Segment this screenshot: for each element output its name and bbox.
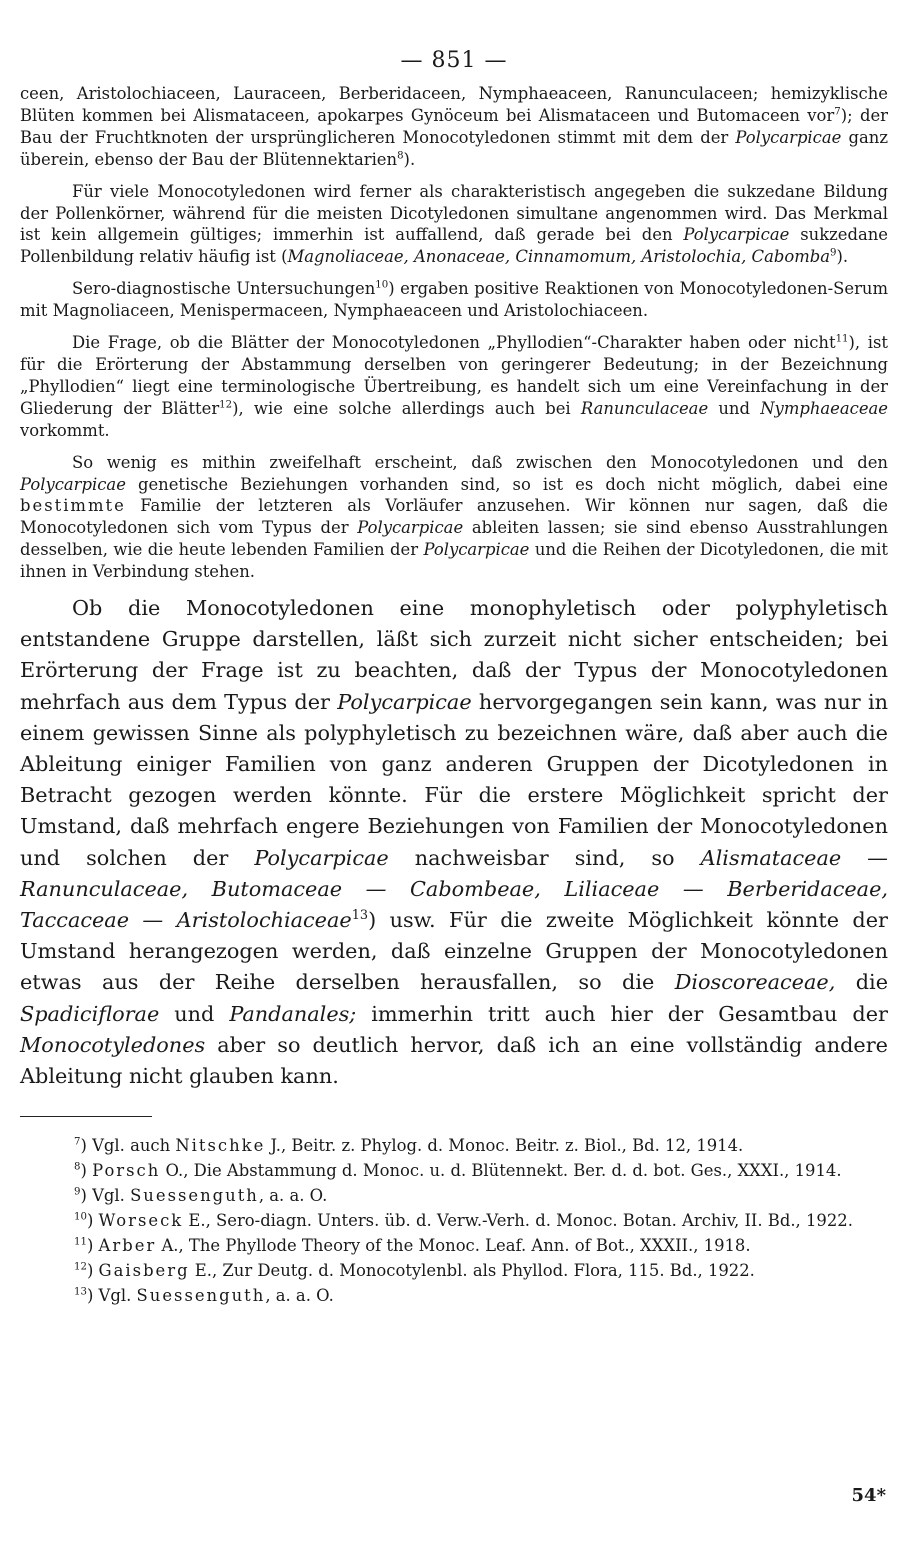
text-run: So wenig es mithin zweifelhaft erscheint, daß zwischen den Monocotyledonen und den — [72, 452, 888, 472]
spaced-name: Gaisberg — [98, 1261, 190, 1281]
signature-mark: 54* — [851, 1485, 886, 1506]
footnote-fn7 — [20, 1133, 888, 1158]
document-page — [20, 48, 888, 1308]
italic-term: Monocotyledones — [20, 1032, 206, 1057]
text-run: ganz überein, ebenso der Bau der Blütennektarien — [20, 127, 888, 169]
italic-term: Alismataceae — Ranunculaceae, Butomaceae — Cabombeae, Liliaceae — Berberidaceae, Taccaceae — Aristolochiaceae — [20, 845, 888, 933]
italic-term: Ranunculaceae — [580, 398, 709, 418]
footnote-ref: 8 — [397, 150, 404, 162]
italic-term: Polycarpicae — [683, 225, 790, 245]
footnote-ref: 8 — [74, 1161, 81, 1173]
italic-term: Spadiciflorae — [20, 1001, 160, 1026]
text-run: immerhin tritt auch hier der Gesamtbau der — [356, 1001, 888, 1026]
text-run: die — [835, 970, 888, 995]
text-run: ). — [836, 247, 849, 267]
italic-term: Polycarpicae — [254, 845, 389, 870]
text-run: hervorgegangen sein kann, was nur in einem gewissen Sinne als polyphyletisch zu bezeichnen wäre, daß aber auch die Ableitung einiger Familien von ganz anderen Gruppen der Dicotyledonen in Betracht gezogen werden könnte. Für die erstere Möglichkeit spricht der Umstand, daß mehrfach engere Beziehungen von Familien der Monocotyledonen und solchen der — [20, 689, 888, 870]
text-run: ); der Bau der Fruchtknoten der ursprünglicheren Monocotyledonen stimmt mit dem der — [20, 105, 888, 147]
footnote-fn9 — [20, 1183, 888, 1208]
footnote-ref: 11 — [835, 333, 849, 345]
footnote-ref: 9 — [74, 1186, 81, 1198]
text-run: ) — [86, 1261, 99, 1281]
footnote-fn12 — [20, 1258, 888, 1283]
text-run: E., Sero-diagn. Unters. üb. d. Verw.-Verh. d. Monoc. Botan. Archiv, II. Bd., 1922. — [183, 1211, 853, 1231]
spaced-name: Suessenguth — [130, 1186, 259, 1206]
text-run: ) Vgl. — [86, 1286, 137, 1306]
footnote-fn10 — [20, 1208, 888, 1233]
footnote-ref: 10 — [74, 1211, 87, 1223]
text-run: ) usw. Für die zweite Möglichkeit könnte der Umstand herangezogen werden, daß einzelne Gruppen der Monocotyledonen etwas aus der Reihe derselben herausfallen, so die — [20, 908, 888, 995]
text-run: und — [159, 1001, 230, 1026]
page-number: — 851 — — [400, 48, 508, 73]
text-run: ), wie eine solche allerdings auch bei — [232, 398, 581, 418]
paragraph-p5 — [20, 452, 888, 583]
footnote-ref: 7 — [74, 1136, 81, 1148]
text-run: , a. a. O. — [258, 1186, 328, 1206]
footnote-divider — [20, 1116, 152, 1117]
text-run: genetische Beziehungen vorhanden sind, so ist es doch nicht möglich, dabei eine — [125, 474, 888, 494]
footnote-ref: 7 — [834, 106, 841, 118]
footnote-ref: 10 — [375, 279, 389, 291]
footnote-ref: 11 — [74, 1236, 87, 1248]
italic-term: Polycarpicae — [423, 540, 530, 560]
footnotes — [20, 1133, 888, 1308]
text-run: O., Die Abstammung d. Monoc. u. d. Blütennekt. Ber. d. d. bot. Ges., XXXI., 1914. — [160, 1161, 842, 1181]
text-run: aber so deutlich hervor, daß ich an eine vollständig andere Ableitung nicht glauben kann. — [20, 1032, 888, 1089]
footnote-ref: 13 — [74, 1286, 87, 1298]
text-run: vorkommt. — [20, 420, 110, 440]
paragraph-p4 — [20, 332, 888, 442]
body-text-large — [20, 593, 888, 1092]
spaced-name: Nitschke — [175, 1136, 266, 1156]
italic-term: Polycarpicae — [20, 474, 126, 494]
spaced-name: Worseck — [98, 1211, 184, 1231]
text-run: ), ist für die Erörterung der Abstammung derselben von geringerer Bedeutung; in der Bezeichnung „Phyllodien“ liegt eine terminologische Übertreibung, es handelt sich um eine Vereinfachung in der Gliederung der Blätter — [20, 333, 888, 418]
text-run: ) Vgl. auch — [80, 1136, 176, 1156]
text-run: ableiten lassen; sie sind ebenso Ausstrahlungen desselben, wie die heute lebenden Familien der — [20, 518, 888, 560]
footnote-ref: 12 — [219, 399, 233, 411]
footnote-fn13 — [20, 1283, 888, 1308]
text-run: und die Reihen der Dicotyledonen, die mit ihnen in Verbindung stehen. — [20, 540, 888, 582]
body-text-small — [20, 83, 888, 583]
text-run: A., The Phyllode Theory of the Monoc. Leaf. Ann. of Bot., XXXII., 1918. — [156, 1236, 751, 1256]
text-run: ) — [80, 1161, 93, 1181]
spaced-name: Arber — [98, 1236, 157, 1256]
footnote-ref: 13 — [351, 908, 369, 924]
italic-term: Nymphaeaceae — [760, 398, 889, 418]
spaced-name: bestimmte — [20, 496, 126, 516]
footnote-ref: 9 — [830, 247, 837, 259]
paragraph-p2 — [20, 181, 888, 269]
spaced-name: Porsch — [92, 1161, 161, 1181]
text-run: Sero-diagnostische Untersuchungen — [72, 279, 376, 299]
paragraph-p6 — [20, 593, 888, 1092]
italic-term: Polycarpicae — [357, 518, 464, 538]
text-run: , a. a. O. — [265, 1286, 334, 1306]
text-run: ) ergaben positive Reaktionen von Monocotyledonen-Serum mit Magnoliaceen, Menispermaceen, Nymphaeaceen und Aristolochiaceen. — [20, 279, 888, 321]
italic-term: Polycarpicae — [735, 127, 842, 147]
text-run: nachweisbar sind, so — [388, 845, 701, 870]
italic-term: Dioscoreaceae, — [674, 970, 836, 995]
text-run: ) Vgl. — [80, 1186, 131, 1206]
italic-term: Polycarpicae — [337, 689, 472, 714]
text-run: J., Beitr. z. Phylog. d. Monoc. Beitr. z. Biol., Bd. 12, 1914. — [265, 1136, 744, 1156]
paragraph-p3 — [20, 278, 888, 322]
text-run: und — [708, 398, 761, 418]
footnote-ref: 12 — [74, 1261, 87, 1273]
text-run: Für viele Monocotyledonen wird ferner als charakteristisch angegeben die sukzedane Bildung der Pollenkörner, während für die meisten Dicotyledonen simultane angenommen wird. Das Merkmal ist kein allgemein gültiges; immerhin ist auffallend, daß gerade bei den — [20, 181, 888, 245]
text-run: ). — [403, 149, 416, 169]
italic-term: Pandanales; — [229, 1001, 357, 1026]
paragraph-p1 — [20, 83, 888, 171]
italic-term: Magnoliaceae, Anonaceae, Cinnamomum, Aristolochia, Cabomba — [287, 247, 831, 267]
footnote-fn11 — [20, 1233, 888, 1258]
text-run: Die Frage, ob die Blätter der Monocotyledonen „Phyllodien“-Charakter haben oder nicht — [72, 333, 836, 353]
text-run: ) — [86, 1211, 99, 1231]
text-run: sukzedane Pollenbildung relativ häufig ist ( — [20, 225, 889, 267]
text-run: Familie der letzteren als Vorläufer anzusehen. Wir können nur sagen, daß die Monocotyledonen sich vom Typus der — [20, 496, 888, 538]
text-run: E., Zur Deutg. d. Monocotylenbl. als Phyllod. Flora, 115. Bd., 1922. — [189, 1261, 755, 1281]
text-run: ceen, Aristolochiaceen, Lauraceen, Berberidaceen, Nymphaeaceen, Ranunculaceen; hemizyklische Blüten kommen bei Alismataceen, apokarpes Gynöceum bei Alismataceen und Butomaceen vor — [20, 84, 888, 125]
text-run: ) — [86, 1236, 99, 1256]
footnote-fn8 — [20, 1158, 888, 1183]
text-run: Ob die Monocotyledonen eine monophyletisch oder polyphyletisch entstandene Gruppe darstellen, läßt sich zurzeit nicht sicher entscheiden; bei Erörterung der Frage ist zu beachten, daß der Typus der Monocotyledonen mehrfach aus dem Typus der — [20, 596, 888, 714]
spaced-name: Suessenguth — [136, 1286, 266, 1306]
